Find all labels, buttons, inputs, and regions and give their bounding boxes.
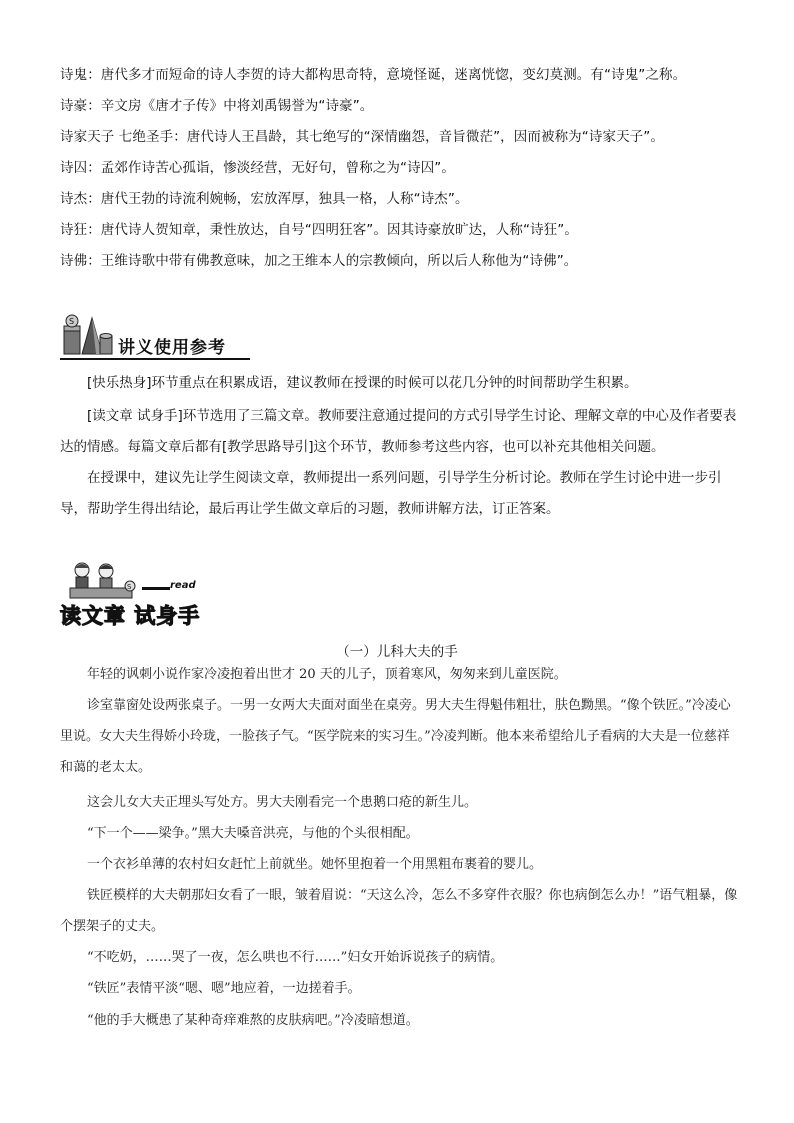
read-label: read [170, 580, 196, 591]
story-paragraph: “他的手大概患了某种奇痒难熬的皮肤病吧。”冷凌暗想道。 [87, 1013, 419, 1028]
story-paragraph: 铁匠模样的大夫朝那妇女看了一眼，皱着眉说：“天这么冷，怎么不多穿件衣服？你也病倒怎么办！”语气粗暴，像个摆架子的丈夫。 [60, 888, 738, 934]
reading-section-header [60, 558, 210, 636]
poet-entry: 诗杰：唐代王勃的诗流利婉畅，宏放浑厚，独具一格，人称“诗杰”。 [60, 191, 469, 207]
guide-paragraph: [读文章 试身手]环节选用了三篇文章。教师要注意通过提问的方式引导学生讨论、理解文章的中心及作者要表达的情感。每篇文章后都有[教学思路导引]这个环节，教师参考这些内容，也可以补充其他相关问题。 [60, 408, 737, 455]
poet-entry: 诗佛：王维诗歌中带有佛教意味，加之王维本人的宗教倾向，所以后人称他为“诗佛”。 [60, 253, 578, 269]
poet-entry: 诗家天子 七绝圣手：唐代诗人王昌龄，其七绝写的“深情幽怨，音旨微茫”，因而被称为“诗家天子”。 [60, 129, 664, 145]
poet-entry: 诗狂：唐代诗人贺知章，秉性放达，自号“四明狂客”。因其诗豪放旷达，人称“诗狂”。 [60, 222, 578, 238]
story-paragraph: 这会儿女大夫正埋头写处方。男大夫刚看完一个患鹅口疮的新生儿。 [87, 795, 478, 810]
poet-entry: 诗鬼：唐代多才而短命的诗人李贺的诗大都构思奇特，意境怪诞，迷离恍惚，变幻莫测。有“诗鬼”之称。 [60, 67, 687, 83]
story-paragraph: 年轻的讽刺小说作家冷凌抱着出世才 20 天的儿子，顶着寒风，匆匆来到儿童医院。 [87, 667, 567, 682]
guide-paragraph: [快乐热身]环节重点在积累成语，建议教师在授课的时候可以花几分钟的时间帮助学生积累。 [87, 375, 638, 391]
section-rule [60, 358, 250, 360]
guide-section-header [60, 318, 260, 368]
svg-text:S: S [69, 317, 75, 326]
decorative-line [142, 587, 170, 590]
children-reading-icon [62, 558, 142, 604]
story-paragraph: “下一个——梁争。”黑大夫嗓音洪亮，与他的个头很相配。 [87, 826, 419, 841]
poet-entry: 诗囚：孟郊作诗苦心孤诣，惨淡经营，无好句，曾称之为“诗囚”。 [60, 160, 455, 176]
story-paragraph: “不吃奶，……哭了一夜，怎么哄也不行……”妇女开始诉说孩子的病情。 [87, 950, 504, 965]
story-paragraph: 诊室靠窗处设两张桌子。一男一女两大夫面对面坐在桌旁。男大夫生得魁伟粗壮，肤色黝黑。“像个铁匠。”冷凌心里说。女大夫生得娇小玲珑，一脸孩子气。“医学院来的实习生。”冷凌判断。他本来希望给儿子看病的大夫是一位慈祥和蔼的老太太。 [60, 698, 731, 775]
story-paragraph: 一个衣衫单薄的农村妇女赶忙上前就坐。她怀里抱着一个用黑粗布裹着的婴儿。 [87, 857, 543, 872]
geometric-shapes-icon [60, 312, 116, 360]
poet-entry: 诗豪：辛文房《唐才子传》中将刘禹锡誉为“诗豪”。 [60, 98, 374, 114]
section-title: 讲义使用参考 [118, 338, 226, 358]
story-title: （一）儿科大夫的手 [336, 644, 458, 660]
story-paragraph: “铁匠”表情平淡“嗯、嗯”地应着，一边搓着手。 [87, 981, 361, 996]
reading-section-title: 读文章 试身手 [60, 604, 201, 628]
guide-paragraph: 在授课中，建议先让学生阅读文章，教师提出一系列问题，引导学生分析讨论。教师在学生讨论中进一步引导，帮助学生得出结论，最后再让学生做文章后的习题，教师讲解方法，订正答案。 [60, 470, 722, 517]
svg-text:S: S [127, 583, 132, 591]
